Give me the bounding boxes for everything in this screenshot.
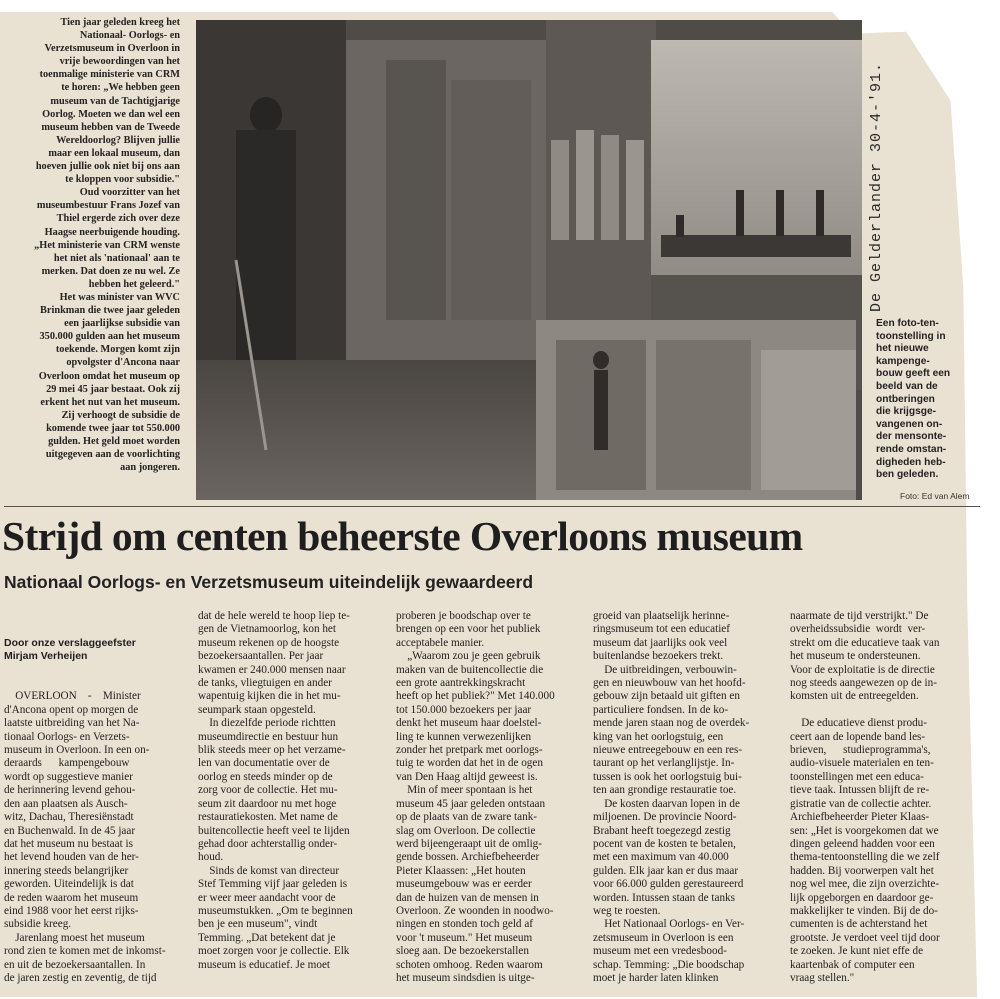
- subheadline: Nationaal Oorlogs- en Verzetsmuseum uiteindelijk gewaardeerd: [4, 572, 534, 592]
- lead-paragraph: Tien jaar geleden kreeg het Nationaal- Oorlogs- en Verzetsmuseum in Overloon in vrije bewoordingen van het toenmalige ministerie van CRM te horen: „We hebben geen museum van de Tachtigjarige Oorlog. Moeten we dan wel een museum hebben van de Tweede Wereldoorlog? Blijven jullie maar een lokaal museum, dan hoeven jullie ook niet bij ons aan te kloppen voor subsidie." Oud voorzitter van het museumbestuur Frans Jozef van Thiel ergerde zich over deze Haagse neerbuigende houding. „Het ministerie van CRM wenste het niet als 'nationaal' aan te merken. Dat doen ze nu wel. Ze hebben het geleerd." Het was minister van WVC Brinkman die twee jaar geleden een jaarlijkse subsidie van 350.000 gulden aan het museum toekende. Morgen komt zijn opvolgster d'Ancona naar Overloon omdat het museum op 29 mei 45 jaar bestaat. Ook zij erkent het nut van het museum. Zij verhoogt de subsidie de komende twee jaar tot 550.000 gulden. Het geld moet worden uitgegeven aan de voorlichting aan jongeren.: [34, 17, 180, 474]
- divider: [4, 506, 980, 507]
- date-stamp: De Gelderlander 30-4-'91.: [868, 61, 885, 312]
- column-text-1: OVERLOON - Minister d'Ancona opent op morgen de laatste uitbreiding van het Na- tionaal Oorlogs- en Verzets- museum in Overloon. In een on- deraards kampengebouw wordt op suggestieve manier de herinnering levend gehou- den aan plaatsen als Ausch- witz, Dachau, Theresiënstadt en Buchenwald. In de 45 jaar dat het museum nu bestaat is het levend houden van de her- innering steeds belangrijker geworden. Uiteindelijk is dat de reden waarom het museum eind 1988 voor het eerst rijks- subsidie kreeg. Jarenlang moest het museum rond zien te komen met de inkomst- en uit de bezoekersaantallen. In de jaren zestig en zeventig, de tijd: [4, 690, 166, 984]
- article-column-3: proberen je boodschap over te brengen op een voor het publiek acceptabele manier. „Waarom zou je geen gebruik maken van de buitencollectie die een grote aantrekkingskracht heeft op het publiek?" Met 140.000 tot 150.000 bezoekers per jaar denkt het museum haar doelstel- ling te kunnen verwezenlijken zonder het pretpark met oorlogs- tuig te worden dat het in de ogen van Den Haag altijd geweest is. Min of meer spontaan is het museum 45 jaar geleden ontstaan op de plaats van de zware tank- slag om Overloon. De collectie werd bijeengeraapt uit de omlig- gende bossen. Archiefbeheerder Pieter Klaassen: „Het houten museumgebouw was er eerder dan de huizen van de mensen in Overloon. Ze woonden in noodwo- ningen en stonden toch geld af voor 't museum." Het museum sloeg aan. De bezoekerstallen schoten omhoog. Reden waarom het museum sindsdien is uitge-: [396, 610, 555, 984]
- headline: Strijd om centen beheerste Overloons museum: [2, 513, 803, 559]
- photo-credit: Foto: Ed van Alem: [900, 491, 970, 501]
- article-column-4: groeid van plaatselijk herinne- ringsmuseum tot een educatief museum dat jaarlijks ook veel buitenlandse bezoekers trekt. De uitbreidingen, verbouwin- gen en nieuwbouw van het hoofd- gebouw zijn betaald uit giften en particuliere fondsen. In de ko- mende jaren staan nog de overdek- king van het oorlogstuig, een nieuwe entreegebouw en een res- taurant op het verlanglijstje. In- tussen is ook het oorlogstuig bui- ten aan grondige restauratie toe. De kosten daarvan lopen in de miljoenen. De provincie Noord- Brabant heeft toegezegd zestig pocent van de kosten te betalen, met een maximum van 40.000 gulden. Elk jaar kan er dus maar voor 66.000 gulden gerestaureerd worden. Intussen staan de tanks weg te roesten. Het Nationaal Oorlogs- en Ver- zetsmuseum in Overloon is een museum met een vredesbood- schap. Temming: „Die boodschap moet je harder laten klinken: [593, 610, 750, 984]
- byline: Door onze verslaggeefster Mirjam Verheijen: [4, 636, 136, 663]
- article-column-2: dat de hele wereld te hoop liep te- gen de Vietnamoorlog, kon het museum rekenen op de hoogste bezoekersaantallen. Per jaar kwamen er 240.000 mensen naar de tanks, vliegtuigen en ander wapentuig kijken die in het mu- seumpark staan opgesteld. In diezelfde periode richtten museumdirectie en bestuur hun blik steeds meer op het verzame- len van documentatie over de oorlog en steeds minder op de zorg voor de collectie. Het mu- seum zit daardoor nu met hoge restauratiekosten. Met name de buitencollectie heeft veel te lijden gehad door achterstallig onder- houd. Sinds de komst van directeur Stef Temming vijf jaar geleden is er weer meer aandacht voor de museumstukken. „Om te beginnen ben je een museum", vindt Temming. „Dat betekent dat je moet zorgen voor je collectie. Elk museum is educatief. Je moet: [198, 610, 353, 971]
- exhibition-photo: [196, 20, 862, 500]
- article-column-5: naarmate de tijd verstrijkt." De overheidssubsidie wordt ver- strekt om die educatieve taak van het museum te ondersteunen. Voor de exploitatie is de directie nog steeds aangewezen op de in- komsten uit de entreegelden. De educatieve dienst produ- ceert aan de lopende band les- brieven, studieprogramma's, audio-visuele materialen en ten- toonstellingen met een educa- tieve taak. Intussen blijft de re- gistratie van de collectie achter. Archiefbeheerder Pieter Klaas- sen: „Het is voorgekomen dat we dingen geleend hadden voor een thema-tentoonstelling die we zelf hadden. Bij voorwerpen valt het nog wel mee, die zijn overzichte- lijk opgeborgen en daardoor ge- makkelijker te vinden. Bij de do- cumenten is de achterstand het grootste. Je verdoet veel tijd door te zoeken. Je kunt niet effe de kaartenbak of computer een vraag stellen.": [790, 610, 940, 984]
- exhibition-photo-graphic: [196, 20, 862, 500]
- article-column-1: [4, 610, 182, 999]
- photo-caption: Een foto-ten- toonstelling in het nieuwe kampenge- bouw geeft een beeld van de ontberingen die krijgsge- vangenen on- der mensonte- rende omstan- digheden heb- ben geleden.: [876, 318, 951, 481]
